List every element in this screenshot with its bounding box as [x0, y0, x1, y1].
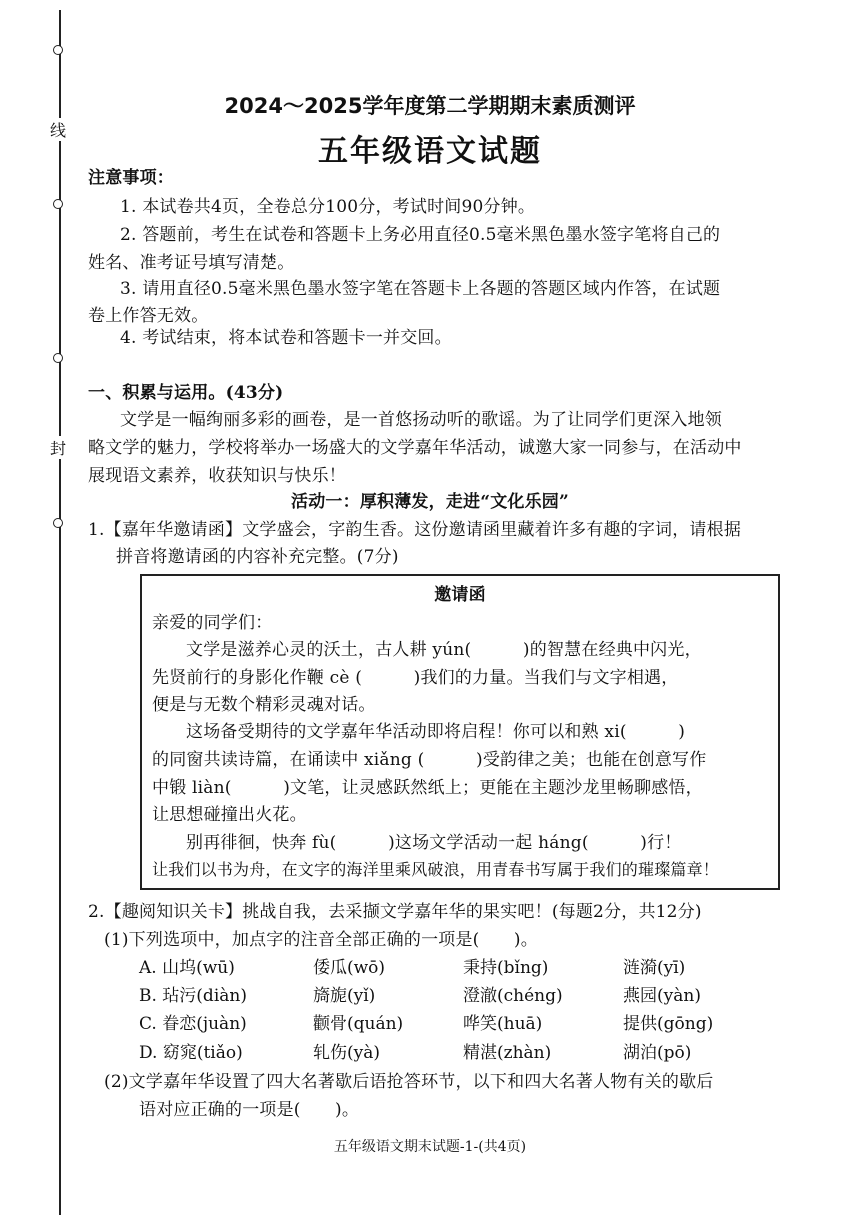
section-heading: 一、积累与运用。(43分) — [88, 383, 284, 403]
margin-circle — [53, 518, 63, 528]
note-item: 姓名、准考证号填写清楚。 — [88, 253, 295, 273]
invitation-line: 的同窗共读诗篇，在诵读中 xiǎng ( )受韵律之美；也能在创意写作 — [152, 750, 707, 770]
section-intro: 展现语文素养，收获知识与快乐！ — [88, 466, 346, 486]
option-a-3: 秉持(bǐng) — [463, 958, 549, 978]
margin-circle — [53, 353, 63, 363]
margin-line — [59, 10, 61, 1215]
sub-question: (2)文学嘉年华设置了四大名著歇后语抢答环节，以下和四大名著人物有关的歇后 — [104, 1072, 714, 1092]
option-c-2: 颧骨(quán) — [313, 1014, 404, 1034]
question-stem: 1.【嘉年华邀请函】文学盛会，字韵生香。这份邀请函里藏着许多有趣的字词，请根据 — [88, 520, 742, 540]
option-d-1: D. 窈窕(tiǎo) — [139, 1043, 243, 1063]
option-a-1: A. 山坞(wū) — [139, 958, 235, 978]
option-a-2: 倭瓜(wō) — [313, 958, 386, 978]
section-intro: 文学是一幅绚丽多彩的画卷，是一首悠扬动听的歌谣。为了让同学们更深入地领 — [120, 410, 722, 430]
invitation-line: 让思想碰撞出火花。 — [152, 805, 307, 825]
notes-heading: 注意事项： — [88, 168, 174, 188]
option-b-1: B. 玷污(diàn) — [139, 986, 247, 1006]
note-item: 4. 考试结束，将本试卷和答题卡一并交回。 — [120, 328, 452, 348]
page-footer: 五年级语文期末试题-1-(共4页) — [333, 1139, 527, 1155]
margin-circle — [53, 45, 63, 55]
option-c-4: 提供(gōng) — [623, 1014, 714, 1034]
activity-heading: 活动一：厚积薄发，走进“文化乐园” — [291, 492, 569, 512]
option-c-1: C. 眷恋(juàn) — [139, 1014, 247, 1034]
section-intro: 略文学的魅力，学校将举办一场盛大的文学嘉年华活动，诚邀大家一同参与，在活动中 — [88, 438, 742, 458]
exam-title: 2024～2025学年度第二学期期末素质测评 — [224, 94, 636, 118]
option-d-4: 湖泊(pō) — [623, 1043, 692, 1063]
invitation-title: 邀请函 — [434, 585, 486, 605]
margin-circle — [53, 199, 63, 209]
option-b-4: 燕园(yàn) — [623, 986, 701, 1006]
invitation-line: 让我们以书为舟，在文字的海洋里乘风破浪，用青春书写属于我们的璀璨篇章！ — [152, 860, 720, 879]
margin-label-xian: 线 — [50, 118, 66, 141]
note-item: 2. 答题前，考生在试卷和答题卡上务必用直径0.5毫米黑色墨水签字笔将自己的 — [120, 225, 721, 245]
option-a-4: 涟漪(yī) — [623, 958, 686, 978]
option-b-2: 旖旎(yǐ) — [313, 986, 376, 1006]
margin-label-feng: 封 — [50, 436, 66, 459]
sub-question: (1)下列选项中，加点字的注音全部正确的一项是( )。 — [104, 930, 538, 950]
invitation-line: 便是与无数个精彩灵魂对话。 — [152, 695, 376, 715]
invitation-line: 文学是滋养心灵的沃土，古人耕 yún( )的智慧在经典中闪光， — [186, 640, 702, 660]
question-stem: 2.【趣阅知识关卡】挑战自我，去采撷文学嘉年华的果实吧！(每题2分，共12分) — [88, 902, 702, 922]
question-stem: 拼音将邀请函的内容补充完整。(7分) — [116, 547, 399, 567]
option-b-3: 澄澈(chéng) — [463, 986, 563, 1006]
invitation-line: 亲爱的同学们： — [152, 613, 273, 633]
invitation-line: 先贤前行的身影化作鞭 cè ( )我们的力量。当我们与文字相遇， — [152, 668, 679, 688]
exam-subtitle: 五年级语文试题 — [318, 134, 542, 169]
invitation-line: 中锻 liàn( )文笔，让灵感跃然纸上；更能在主题沙龙里畅聊感悟， — [152, 778, 703, 798]
note-item: 1. 本试卷共4页，全卷总分100分，考试时间90分钟。 — [120, 197, 536, 217]
option-c-3: 哗笑(huā) — [463, 1014, 543, 1034]
invitation-line: 别再徘徊，快奔 fù( )这场文学活动一起 háng( )行！ — [186, 833, 682, 853]
note-item: 卷上作答无效。 — [88, 306, 209, 326]
invitation-line: 这场备受期待的文学嘉年华活动即将启程！你可以和熟 xi( ) — [186, 722, 686, 742]
note-item: 3. 请用直径0.5毫米黑色墨水签字笔在答题卡上各题的答题区域内作答，在试题 — [120, 279, 721, 299]
option-d-2: 轧伤(yà) — [313, 1043, 381, 1063]
sub-question: 语对应正确的一项是( )。 — [139, 1100, 360, 1120]
option-d-3: 精湛(zhàn) — [463, 1043, 552, 1063]
